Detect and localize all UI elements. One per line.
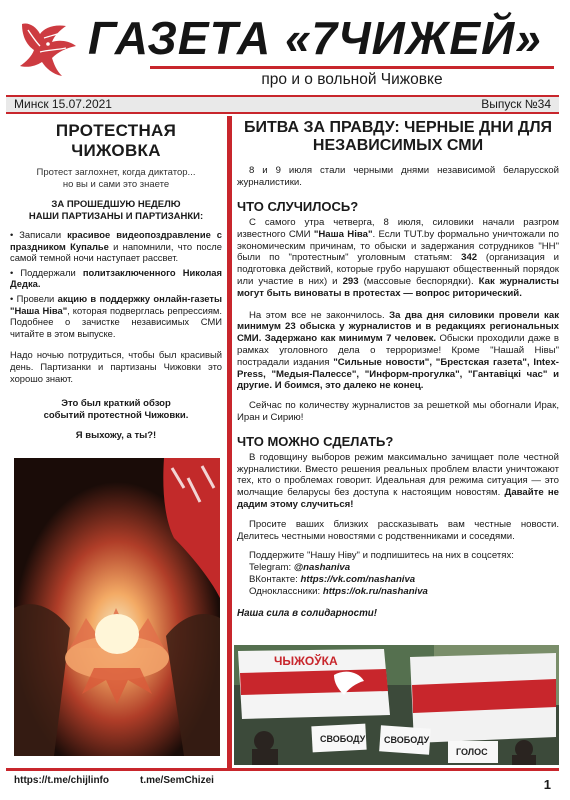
bullet-text: • Провели xyxy=(10,292,58,304)
newspaper-title: ГАЗЕТА «7ЧИЖЕЙ» xyxy=(88,12,542,64)
flag-text: ЧЫЖОЎКА xyxy=(274,654,338,668)
bullet-text: и напомнили, что после самой темной ночи наступает рассвет. xyxy=(10,240,222,264)
social-links-block xyxy=(237,550,559,597)
text: (массовые беспорядки). xyxy=(358,275,479,287)
paragraph-ranking: Сейчас по количеству журналистов за решеткой мы обогнали Ирак, Иран и Сирию! xyxy=(237,400,559,423)
epigraph-line-1: Протест заглохнет, когда диктатор... xyxy=(36,167,196,178)
text: . Если TUT.by формально уничтожали по экономическим причинам, то обыски и задержания сотрудников "НН" были по "протестным" уголовным статьям: xyxy=(237,228,559,264)
week-subheading-line-1: ЗА ПРОШЕДШУЮ НЕДЕЛЮ xyxy=(51,199,181,210)
channel-footer-link[interactable]: t.me/SemChizei xyxy=(140,775,214,786)
closing-line-1: Это был краткий обзор xyxy=(61,398,171,410)
week-subheading xyxy=(10,199,222,223)
newspaper-subtitle: про и о вольной Чижовке xyxy=(261,71,443,88)
article-lead: 8 и 9 июля стали черными днями независимой беларусской журналистики. xyxy=(237,165,559,188)
section-heading-what-to-do: ЧТО МОЖНО СДЕЛАТЬ? xyxy=(237,433,394,449)
closing-call: Я выхожу, а ты?! xyxy=(75,430,157,442)
footer xyxy=(6,773,559,793)
telegram-label: Telegram: xyxy=(249,562,294,574)
bullet-item-nasha-niva xyxy=(10,293,222,339)
sign-text: ГОЛОС xyxy=(456,747,488,757)
bullet-text: • Поддержали xyxy=(10,266,83,278)
page-number: 1 xyxy=(543,777,551,792)
footer-divider xyxy=(6,768,559,771)
telegram-footer-link[interactable]: https://t.me/chijlinfo xyxy=(14,775,109,786)
title-divider xyxy=(150,66,554,69)
text: На этом все не закончилось. xyxy=(249,309,390,321)
right-column xyxy=(237,117,559,620)
issue-date: Минск 15.07.2021 xyxy=(14,97,112,111)
text-bold: 293 xyxy=(342,275,359,287)
ok-label: Одноклассники: xyxy=(249,585,323,597)
social-intro: Поддержите "Нашу Ніву" и подпишитесь на них в соцсетях: xyxy=(249,550,514,562)
text-bold: Давайте не дадим этому случиться! xyxy=(237,487,559,510)
left-paragraph: Надо ночью потрудиться, чтобы был красивый день. Партизанки и партизаны Чижовки это хорошо знают. xyxy=(10,349,222,384)
text-bold: За два дня силовики провели как минимум 23 обыска у журналистов и в редакциях региональных СМИ. Задержано как минимум 7 человек. xyxy=(237,309,559,345)
column-divider xyxy=(227,116,232,768)
text: С самого утра четверга, 8 июля, силовики начали разгром известного СМИ xyxy=(237,217,559,240)
vk-label: ВКонтакте: xyxy=(249,573,301,585)
bullet-item-kupalle xyxy=(10,229,222,264)
headline-line-1: БИТВА ЗА ПРАВДУ: ЧЕРНЫЕ ДНИ ДЛЯ xyxy=(243,119,553,136)
left-column xyxy=(10,117,222,450)
telegram-link[interactable]: @nashaniva xyxy=(293,562,351,574)
bullet-item-dedok xyxy=(10,267,222,290)
section-heading-what-happened: ЧТО СЛУЧИЛОСЬ? xyxy=(237,199,359,214)
social-telegram xyxy=(237,562,559,574)
paragraph-regime xyxy=(237,452,559,511)
sign-text: СВОБОДУ xyxy=(320,734,366,744)
text-bold: "Сильные новости", "Брестская газета", Intex-Press, "Медыя-Палессе", "Информ-прогулка", "Гантавіцкі час" и другие. И боимся, это далеко не конец. xyxy=(237,356,559,392)
text-bold: Как журналисты могут быть виноваты в протестах — вопрос риторический. xyxy=(237,275,559,299)
article-headline xyxy=(237,119,559,155)
issue-info-bar xyxy=(6,95,559,114)
text: (организация и подготовка действий, которые грубо нарушают общественный порядок или участие в них) и xyxy=(237,252,559,287)
left-heading: ПРОТЕСТНАЯ ЧИЖОВКА xyxy=(55,121,177,160)
vk-link[interactable]: https://vk.com/nashaniva xyxy=(300,573,416,585)
bird-logo-icon xyxy=(14,14,82,84)
text: В годовщину выборов режим максимально зачищает поле честной журналистики. Вместо решения реальных проблем власти уничтожают тех, кто о проблемах говорит. Идеальная для режима ситуация — это молчащие беларусы без доступа к настоящим новостям. xyxy=(237,451,559,499)
bullet-bold: политзаключенного Николая Дедка. xyxy=(10,266,222,290)
bullet-bold: красивое видеопоздравление с праздником Купалье xyxy=(10,229,222,252)
text: Обыски проходили даже в рамках уголовного дела о терроризме! Кроме "Нашай Нівы" пострадали издания xyxy=(237,333,559,368)
week-subheading-line-2: НАШИ ПАРТИЗАНЫ И ПАРТИЗАНКИ: xyxy=(28,211,204,222)
text-bold: 342 xyxy=(461,252,478,264)
solidarity-motto: Наша сила в солидарности! xyxy=(237,607,378,619)
paragraph-searches xyxy=(237,310,559,393)
headline-line-2: НЕЗАВИСИМЫХ СМИ xyxy=(312,137,484,154)
bullet-bold: акцию в поддержку онлайн-газеты "Наша Ніва" xyxy=(10,292,222,316)
social-ok xyxy=(237,586,559,598)
paragraph-raids xyxy=(237,217,559,300)
closing-summary xyxy=(10,398,222,422)
text-bold: "Наша Ніва" xyxy=(313,228,373,240)
bullet-text: • Записали xyxy=(10,229,68,240)
sign-text: СВОБОДУ xyxy=(384,735,430,745)
paragraph-share-news: Просите ваших близких рассказывать вам честные новости. Делитесь честными новостями с родственниками и соседями. xyxy=(237,518,559,542)
issue-number: Выпуск №34 xyxy=(481,97,551,111)
epigraph-line-2: но вы и сами это знаете xyxy=(62,179,170,190)
ok-link[interactable]: https://ok.ru/nashaniva xyxy=(322,585,428,597)
closing-line-2: событий протестной Чижовки. xyxy=(43,410,189,422)
epigraph xyxy=(10,167,222,191)
social-vk xyxy=(237,574,559,586)
candle-photo xyxy=(14,458,220,756)
bullet-text: , которая подверглась репрессиям. Подобнее о зачистке независимых СМИ читайте в этом выпуске. xyxy=(10,304,222,339)
protest-photo xyxy=(234,645,559,765)
